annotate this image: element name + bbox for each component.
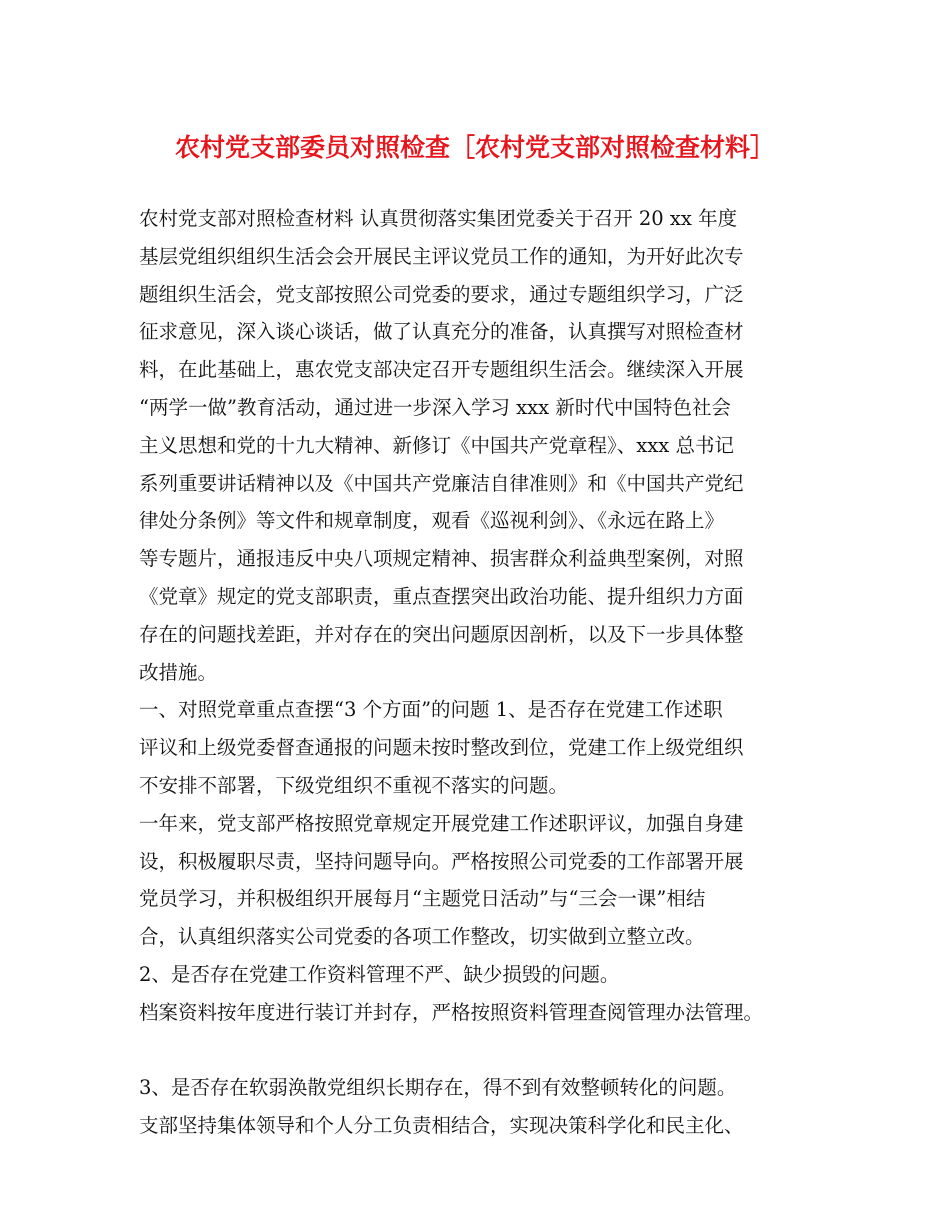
body-line: 律处分条例》等文件和规章制度，观看《巡视利剑》、《永远在路上》 <box>139 509 725 533</box>
body-line: 设，积极履职尽责，坚持问题导向。严格按照公司党委的工作部署开展 <box>139 849 744 873</box>
body-line: 《党章》规定的党支部职责，重点查摆突出政治功能、提升组织力方面 <box>139 584 744 608</box>
body-line: 不安排不部署，下级党组织不重视不落实的问题。 <box>139 773 569 797</box>
body-line: 题组织生活会，党支部按照公司党委的要求，通过专题组织学习，广泛 <box>139 282 744 306</box>
body-line: 征求意见，深入谈心谈话，做了认真充分的准备，认真撰写对照检查材 <box>139 320 744 344</box>
body-line: 主义思想和党的十九大精神、新修订《中国共产党章程》、xxx 总书记 <box>139 433 734 457</box>
body-line: “两学一做”教育活动，通过进一步深入学习 xxx 新时代中国特色社会 <box>139 395 731 419</box>
body-line: 一年来，党支部严格按照党章规定开展党建工作述职评议，加强自身建 <box>139 811 744 835</box>
body-line: 党员学习，并积极组织开展每月“主题党日活动”与“三会一课”相结 <box>139 887 706 911</box>
body-line: 农村党支部对照检查材料 认真贯彻落实集团党委关于召开 20 xx 年度 <box>139 207 738 230</box>
body-line: 评议和上级党委督查通报的问题未按时整改到位，党建工作上级党组织 <box>139 736 744 760</box>
section-heading-line: 一、对照党章重点查摆“3 个方面”的问题 1、是否存在党建工作述职 <box>139 698 723 722</box>
question-line: 3、是否存在软弱涣散党组织长期存在，得不到有效整顿转化的问题。 <box>139 1076 737 1100</box>
body-line: 基层党组织组织生活会会开展民主评议党员工作的通知，为开好此次专 <box>139 244 744 268</box>
blank-line <box>139 1032 829 1070</box>
body-line: 存在的问题找差距，并对存在的突出问题原因剖析，以及下一步具体整 <box>139 622 744 646</box>
body-line: 合，认真组织落实公司党委的各项工作整改，切实做到立整立改。 <box>139 925 705 949</box>
document-title: 农村党支部委员对照检查［农村党支部对照检查材料］ <box>174 133 775 162</box>
body-line: 档案资料按年度进行装订并封存，严格按照资料管理查阅管理办法管理。 <box>139 1000 764 1024</box>
body-line: 支部坚持集体领导和个人分工负责相结合，实现决策科学化和民主化、 <box>139 1114 744 1138</box>
body-line: 系列重要讲话精神以及《中国共产党廉洁自律准则》和《中国共产党纪 <box>139 471 744 495</box>
body-line: 等专题片，通报违反中央八项规定精神、损害群众利益典型案例，对照 <box>139 547 744 571</box>
document-body <box>139 200 829 1145</box>
question-line: 2、是否存在党建工作资料管理不严、缺少损毁的问题。 <box>139 962 620 986</box>
body-line: 改措施。 <box>139 660 218 684</box>
body-line: 料，在此基础上，惠农党支部决定召开专题组织生活会。继续深入开展 <box>139 358 744 382</box>
